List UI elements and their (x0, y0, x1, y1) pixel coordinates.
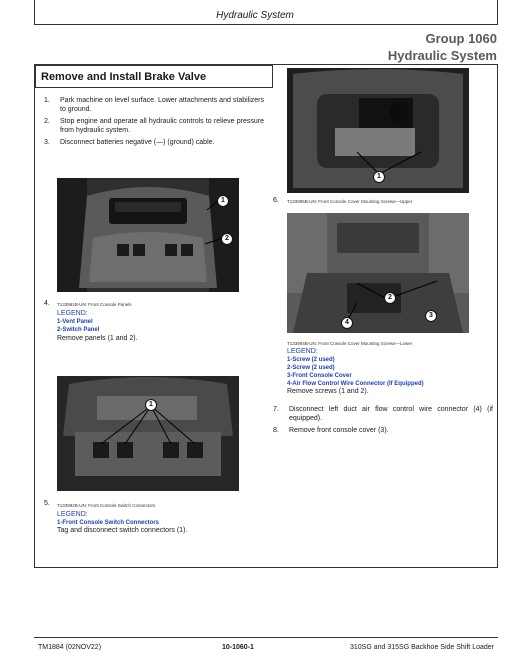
group-name: Hydraulic System (387, 48, 497, 63)
console-cover-illustration (287, 213, 469, 333)
figure-caption: T133994B-UN: Front Console Cover Mounting Screws—Lower (287, 341, 413, 346)
step-number: 7. (273, 406, 279, 413)
footer-machine-name: 310SG and 315SG Backhoe Side Shift Loader (350, 644, 494, 651)
group-heading (388, 30, 497, 64)
callout-console-cover: 3 (425, 310, 437, 322)
figure-caption: T133992B-UN: Front Console Switch Connectors (57, 503, 156, 508)
callout-air-flow-connector: 4 (341, 317, 353, 329)
legend-title: LEGEND: (287, 348, 318, 355)
step-5-instruction: Tag and disconnect switch connectors (1). (57, 527, 188, 534)
step-8 (273, 426, 493, 436)
step-text: Disconnect batteries negative (—) (ground) cable. (60, 139, 215, 146)
switch-connectors-illustration (57, 376, 239, 491)
legend-title: LEGEND: (57, 310, 88, 317)
legend-item: 2-Switch Panel (57, 327, 100, 333)
legend-item: 1-Front Console Switch Connectors (57, 520, 160, 526)
callout-screw: 2 (384, 292, 396, 304)
step-3 (44, 138, 264, 148)
step-text: Remove front console cover (3). (289, 427, 389, 434)
callout-switch-panel: 2 (221, 233, 233, 245)
legend-item: 2-Screw (2 used) (287, 365, 335, 371)
legend-title: LEGEND: (57, 511, 88, 518)
step-number: 1. (44, 97, 50, 104)
section-title: Remove and Install Brake Valve (41, 71, 207, 83)
step-number: 8. (273, 427, 279, 434)
console-cover-screws-photo (287, 213, 469, 333)
switch-connectors-photo (57, 376, 239, 491)
legend-item: 1-Vent Panel (57, 319, 93, 325)
figure-caption: T133995B-UN: Front Console Cover Mounting Screws—Upper (287, 199, 413, 204)
step-2 (44, 117, 264, 137)
step-6-number: 6. (273, 197, 279, 204)
footer-rule (34, 637, 498, 638)
footer-page-number: 10-1060-1 (222, 644, 254, 651)
step-text: Disconnect left duct air flow control wire connector (4) (if equipped). (289, 406, 493, 422)
figure-caption: T133991B-UN: Front Console Panels (57, 302, 132, 307)
running-header: Hydraulic System (216, 10, 294, 21)
legend-item: 1-Screw (2 used) (287, 357, 335, 363)
step-1 (44, 96, 264, 116)
console-panels-illustration (57, 178, 239, 292)
callout-switch-connectors: 1 (145, 399, 157, 411)
legend-item: 4-Air Flow Control Wire Connector (If Equipped) (287, 381, 424, 387)
step-6-instruction: Remove screws (1 and 2). (287, 388, 369, 395)
step-number: 2. (44, 118, 50, 125)
step-4-instruction: Remove panels (1 and 2). (57, 335, 138, 342)
step-text: Park machine on level surface. Lower attachments and stabilizers to ground. (60, 97, 264, 113)
footer-manual-id: TM1884 (02NOV22) (38, 644, 102, 651)
front-console-panels-photo (57, 178, 239, 292)
step-text: Stop engine and operate all hydraulic controls to relieve pressure from hydraulic system. (60, 118, 264, 134)
callout-wire-connector: 1 (373, 171, 385, 183)
step-number: 3. (44, 139, 50, 146)
header-bottom-rule (34, 24, 498, 25)
group-number: Group 1060 (425, 31, 497, 46)
step-4-number: 4. (44, 300, 50, 307)
callout-vent-panel: 1 (217, 195, 229, 207)
step-5-number: 5. (44, 500, 50, 507)
step-7 (273, 405, 493, 425)
legend-item: 3-Front Console Cover (287, 373, 352, 379)
